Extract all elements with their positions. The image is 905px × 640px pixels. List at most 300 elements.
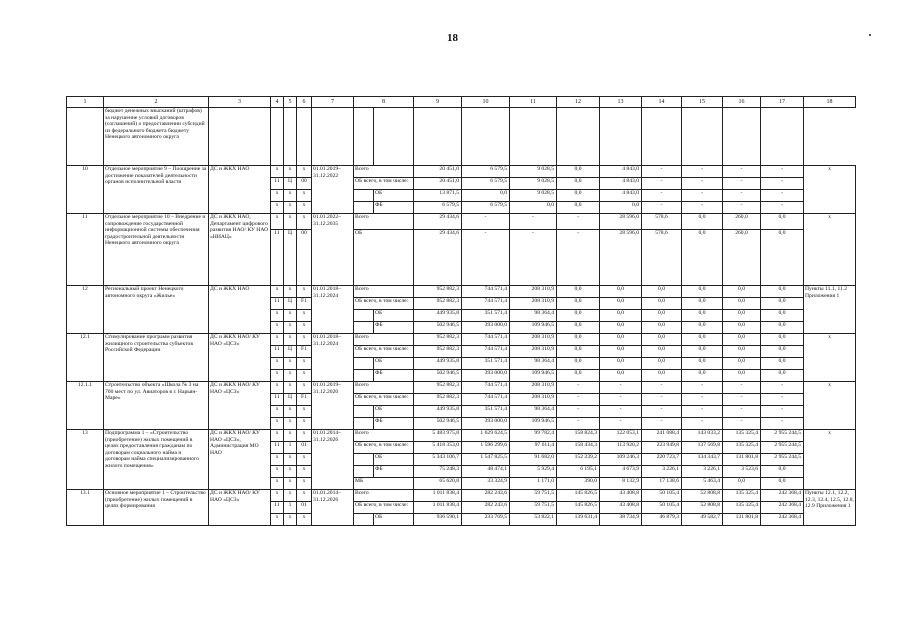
table-cell: 0,0 <box>642 346 682 358</box>
table-cell: Ц <box>284 298 297 310</box>
header-cell: 1 <box>67 97 104 108</box>
table-cell: Пункты 11.1, 11.2 Приложения 1 <box>804 286 856 334</box>
header-cell: 16 <box>723 97 761 108</box>
table-cell: - <box>723 382 761 394</box>
table-cell: 6 579,5 <box>462 202 510 214</box>
table-cell: Ц <box>284 230 297 286</box>
table-cell: 502 946,5 <box>414 418 462 430</box>
table-cell: x <box>297 370 312 382</box>
table-cell: 99 782,4 <box>510 430 557 442</box>
table-cell: Отдельное мероприятие 10 – Внедрение и сопровождение государственной информационной системы обеспечения градостроительной деятельности Ненецкого автономного округа <box>104 214 209 286</box>
table-cell: 5 463,4 <box>682 478 723 490</box>
table-cell: 0,0 <box>682 346 723 358</box>
table-cell: 59 751,5 <box>510 490 557 502</box>
table-cell: 0,0 <box>557 346 600 358</box>
table-cell: - <box>642 178 682 190</box>
table-cell: 0,0 <box>723 322 761 334</box>
table-cell: 4 843,0 <box>600 166 642 178</box>
table-cell: ФБ <box>374 466 414 478</box>
table-cell <box>354 310 374 322</box>
table-cell: 0,0 <box>682 214 723 230</box>
table-cell: ФБ <box>374 202 414 214</box>
table-cell: 260,0 <box>723 214 761 230</box>
table-cell: 0,0 <box>761 310 804 322</box>
table-cell: ОБ всего, в том числе: <box>354 298 414 310</box>
table-cell: 5 929,4 <box>510 466 557 478</box>
table-cell: x <box>297 286 312 298</box>
table-cell: 10 <box>67 166 104 214</box>
header-cell: 18 <box>804 97 856 108</box>
table-cell: Ц <box>284 178 297 190</box>
table-cell: 0,0 <box>723 310 761 322</box>
table-cell: 223 949,8 <box>642 442 682 454</box>
budget-table-sheet <box>66 96 854 616</box>
table-cell: 449 935,8 <box>414 358 462 370</box>
table-cell <box>209 108 271 166</box>
table-cell: - <box>761 418 804 430</box>
table-cell <box>354 466 374 478</box>
table-cell: 98 364,4 <box>510 406 557 418</box>
table-cell <box>761 108 804 166</box>
header-row <box>67 97 856 108</box>
table-cell: ОБ всего, в том числе: <box>354 502 414 514</box>
table-cell: 502 946,5 <box>414 322 462 334</box>
table-cell: 449 935,8 <box>414 310 462 322</box>
table-cell <box>462 108 510 166</box>
table-cell: x <box>271 466 284 478</box>
table-cell: x <box>271 418 284 430</box>
table-cell: 0,0 <box>557 298 600 310</box>
table-cell: x <box>297 214 312 230</box>
table-cell: 1 <box>284 502 297 514</box>
table-cell: x <box>297 310 312 322</box>
table-cell: - <box>761 190 804 202</box>
table-cell: ДС и ЖКХ НАО/ КУ НАО «ЦСЗ» <box>209 490 271 526</box>
table-cell: - <box>682 406 723 418</box>
table-cell: 0,0 <box>642 358 682 370</box>
table-cell: Ц <box>284 346 297 358</box>
table-cell: 109 246,3 <box>600 454 642 466</box>
table-cell: Всего <box>354 166 414 178</box>
table-cell: Всего <box>354 490 414 502</box>
table-cell <box>414 108 462 166</box>
table-cell: 502 946,5 <box>414 370 462 382</box>
table-cell: ОБ <box>374 406 414 418</box>
table-cell: 50 105,4 <box>642 502 682 514</box>
table-cell: 11 <box>271 394 284 406</box>
table-cell: ДС и ЖКХ НАО <box>209 286 271 334</box>
table-cell: 351 571,4 <box>462 358 510 370</box>
table-cell: x <box>284 286 297 298</box>
table-cell: 0,0 <box>462 190 510 202</box>
table-cell: - <box>682 202 723 214</box>
table-cell: 208 310,9 <box>510 298 557 310</box>
table-cell: - <box>682 178 723 190</box>
table-cell: 33 324,9 <box>462 478 510 490</box>
header-cell: 11 <box>510 97 557 108</box>
table-cell <box>354 418 374 430</box>
table-cell: 01.01.2022– 31.12.2035 <box>312 214 354 286</box>
table-cell: 0,0 <box>600 286 642 298</box>
table-cell: Подпрограмма 1 – «Строительство (приобретение) жилых помещений в целях предоставления гражданам по договорам социального найма и договорам найма специализированного жилого помещения» <box>104 430 209 490</box>
table-body <box>67 97 856 526</box>
table-cell: 0,0 <box>723 358 761 370</box>
table-cell: x <box>297 454 312 466</box>
table-cell <box>642 108 682 166</box>
table-cell: 0,0 <box>682 286 723 298</box>
header-cell: 9 <box>414 97 462 108</box>
table-cell: F1 <box>297 298 312 310</box>
table-cell: 0,0 <box>557 310 600 322</box>
table-cell: 3 226,1 <box>682 466 723 478</box>
table-cell: 351 571,4 <box>462 310 510 322</box>
table-cell: - <box>761 394 804 406</box>
table-cell: 0,0 <box>557 334 600 346</box>
table-cell: Всего <box>354 286 414 298</box>
table-cell: x <box>297 190 312 202</box>
table-cell: 0,0 <box>761 466 804 478</box>
table-cell: - <box>557 382 600 394</box>
table-cell: x <box>271 382 284 394</box>
table-cell: 282 243,6 <box>462 502 510 514</box>
table-cell: ОБ <box>374 358 414 370</box>
table-cell: 53 822,1 <box>510 514 557 526</box>
table-cell: 131 801,8 <box>723 454 761 466</box>
table-cell: - <box>642 202 682 214</box>
table-cell: 00 <box>297 230 312 286</box>
table-cell: 0,0 <box>682 230 723 286</box>
table-cell: - <box>557 394 600 406</box>
table-cell: x <box>284 382 297 394</box>
table-cell: 0,0 <box>600 298 642 310</box>
table-cell: 29 434,6 <box>414 214 462 230</box>
table-cell: ОБ всего, в том числе: <box>354 178 414 190</box>
table-cell: - <box>723 418 761 430</box>
header-cell: 13 <box>600 97 642 108</box>
table-cell: F1 <box>297 346 312 358</box>
table-cell: 5 343 106,7 <box>414 454 462 466</box>
table-cell: 13 871,5 <box>414 190 462 202</box>
table-cell: - <box>642 406 682 418</box>
table-cell: 0,0 <box>723 286 761 298</box>
table-cell: - <box>682 190 723 202</box>
table-cell: x <box>297 322 312 334</box>
table-cell: 11 <box>271 502 284 514</box>
table-cell: 0,0 <box>723 298 761 310</box>
table-cell: 2 955 244,5 <box>761 454 804 466</box>
table-cell: 208 310,9 <box>510 334 557 346</box>
table-cell: 936 590,1 <box>414 514 462 526</box>
table-cell: Строительство объекта «Школа № 3 на 700 мест по ул. Авиаторов в г. Нарьян-Маре» <box>104 382 209 430</box>
table-cell: ОБ <box>374 310 414 322</box>
table-cell: 4 843,0 <box>600 190 642 202</box>
table-cell: x <box>284 466 297 478</box>
table-cell: 12.1 <box>67 334 104 382</box>
header-cell: 15 <box>682 97 723 108</box>
table-cell: 131 801,8 <box>723 514 761 526</box>
table-cell: 11 <box>67 214 104 286</box>
table-cell: x <box>297 430 312 442</box>
table-cell: 220 723,7 <box>642 454 682 466</box>
table-cell: - <box>642 166 682 178</box>
table-cell: 952 882,3 <box>414 382 462 394</box>
table-cell: ДС и ЖКХ НАО/ КУ НАО «ЦСЗ», Администрация МО НАО <box>209 430 271 490</box>
table-cell: - <box>557 214 600 230</box>
table-cell: 744 571,4 <box>462 382 510 394</box>
table-row <box>67 334 856 346</box>
table-cell: - <box>557 406 600 418</box>
table-cell: x <box>271 454 284 466</box>
table-cell: 109 946,5 <box>510 322 557 334</box>
table-cell: 0,0 <box>600 346 642 358</box>
table-cell: - <box>557 418 600 430</box>
table-cell: x <box>271 190 284 202</box>
table-cell: x <box>284 478 297 490</box>
table-cell: x <box>297 478 312 490</box>
table-cell <box>67 108 104 166</box>
table-cell: x <box>284 418 297 430</box>
table-cell <box>557 108 600 166</box>
table-cell: 0,0 <box>682 370 723 382</box>
table-cell: 0,0 <box>761 322 804 334</box>
table-cell: x <box>284 334 297 346</box>
table-cell: 109 946,5 <box>510 370 557 382</box>
table-cell: 233 769,5 <box>462 514 510 526</box>
table-cell: ОБ всего, в том числе: <box>354 442 414 454</box>
table-cell: - <box>642 418 682 430</box>
table-cell: 137 569,8 <box>682 442 723 454</box>
table-cell: - <box>510 230 557 286</box>
table-cell: - <box>600 382 642 394</box>
table-cell: x <box>297 334 312 346</box>
table-cell: - <box>642 394 682 406</box>
table-cell: 1 547 825,5 <box>462 454 510 466</box>
table-cell: 0,0 <box>510 202 557 214</box>
table-cell <box>354 370 374 382</box>
table-cell: 113 920,2 <box>600 442 642 454</box>
table-cell <box>297 108 312 166</box>
table-cell: - <box>723 394 761 406</box>
table-cell: 109 946,5 <box>510 418 557 430</box>
table-cell: 2 955 244,5 <box>761 430 804 442</box>
header-cell: 3 <box>209 97 271 108</box>
table-cell <box>600 108 642 166</box>
table-cell: ДС и ЖКХ НАО/ КУ НАО «ЦСЗ» <box>209 382 271 430</box>
table-cell: 0,0 <box>557 166 600 178</box>
table-cell: - <box>723 190 761 202</box>
table-cell: Всего <box>354 334 414 346</box>
table-cell: ДС и ЖКХ НАО/ КУ НАО «ЦСЗ» <box>209 334 271 382</box>
table-cell: 0,0 <box>600 358 642 370</box>
table-cell: x <box>284 490 297 502</box>
table-cell: 01.01.2018– 31.12.2024 <box>312 286 354 334</box>
table-cell: x <box>804 166 856 214</box>
table-cell: x <box>271 370 284 382</box>
table-cell: 1 629 624,5 <box>462 430 510 442</box>
table-cell: - <box>600 394 642 406</box>
table-cell: 952 882,3 <box>414 394 462 406</box>
table-cell: 98 364,4 <box>510 358 557 370</box>
table-cell: x <box>271 514 284 526</box>
table-cell: 1 011 838,4 <box>414 490 462 502</box>
table-cell <box>354 190 374 202</box>
table-cell: 578,6 <box>642 230 682 286</box>
table-cell: x <box>284 190 297 202</box>
table-cell: x <box>271 358 284 370</box>
table-cell: 4 843,0 <box>600 178 642 190</box>
table-cell: 0,0 <box>723 370 761 382</box>
table-cell: 0,0 <box>761 286 804 298</box>
table-cell: x <box>297 490 312 502</box>
table-cell: 52 808,8 <box>682 502 723 514</box>
table-cell: - <box>761 166 804 178</box>
table-cell: x <box>271 286 284 298</box>
table-cell: 242 368,4 <box>761 514 804 526</box>
table-cell: ДС и ЖКХ НАО, Департамент цифрового развития НАО/ КУ НАО «НИАЦ» <box>209 214 271 286</box>
table-cell: x <box>804 430 856 490</box>
table-cell: 135 325,4 <box>723 442 761 454</box>
table-cell: 0,0 <box>642 334 682 346</box>
table-cell: - <box>723 406 761 418</box>
table-cell: 208 310,9 <box>510 286 557 298</box>
table-cell: 1 171,0 <box>510 478 557 490</box>
table-cell: 0,0 <box>642 322 682 334</box>
table-cell: x <box>284 214 297 230</box>
table-cell: 01.01.2019– 31.12.2020 <box>312 382 354 430</box>
table-cell <box>354 454 374 466</box>
table-cell: x <box>284 430 297 442</box>
table-cell: 0,0 <box>600 322 642 334</box>
table-cell: 0,0 <box>642 370 682 382</box>
table-cell: x <box>284 358 297 370</box>
table-cell: x <box>271 214 284 230</box>
table-cell: Основное мероприятие 1 – Строительство (приобретение) жилых помещений в целях формирования <box>104 490 209 526</box>
table-cell: ФБ <box>374 418 414 430</box>
table-cell: 0,0 <box>557 178 600 190</box>
table-cell: x <box>297 514 312 526</box>
table-cell: 952 882,3 <box>414 286 462 298</box>
table-cell: - <box>761 178 804 190</box>
table-cell: 11 <box>271 442 284 454</box>
table-cell <box>354 108 374 166</box>
table-cell: - <box>462 214 510 230</box>
table-cell: 01 <box>297 502 312 514</box>
table-cell: - <box>642 190 682 202</box>
header-cell: 2 <box>104 97 209 108</box>
table-cell: 0,0 <box>682 358 723 370</box>
table-cell: 0,0 <box>761 478 804 490</box>
page-number: 18 <box>447 32 458 44</box>
table-cell: x <box>284 406 297 418</box>
table-cell: 01.01.2018– 31.12.2024 <box>312 334 354 382</box>
table-cell: x <box>297 202 312 214</box>
table-cell: 59 751,5 <box>510 502 557 514</box>
table-cell: 6 195,1 <box>557 466 600 478</box>
table-cell: 00 <box>297 178 312 190</box>
table-cell: x <box>804 334 856 382</box>
table-cell: x <box>284 322 297 334</box>
table-cell: Всего <box>354 214 414 230</box>
table-cell <box>682 108 723 166</box>
table-cell: 11 <box>271 230 284 286</box>
table-cell: Ц <box>284 394 297 406</box>
table-cell: x <box>297 406 312 418</box>
table-cell: 952 882,3 <box>414 346 462 358</box>
table-cell: - <box>682 394 723 406</box>
table-cell <box>354 358 374 370</box>
table-cell: x <box>284 166 297 178</box>
table-cell: бюджет денежных взысканий (штрафов) за нарушение условий договоров (соглашений) о предоставлении субсидий из федерального бюджета бюджету Ненецкого автономного округа <box>104 108 209 166</box>
table-cell: x <box>271 430 284 442</box>
table-cell: 01.01.2019– 31.12.2022 <box>312 166 354 214</box>
table-cell: - <box>761 406 804 418</box>
table-cell: 46 879,3 <box>642 514 682 526</box>
table-cell: x <box>284 514 297 526</box>
table-cell: - <box>682 418 723 430</box>
table-cell: 12.1.1 <box>67 382 104 430</box>
table-cell: 145 826,5 <box>557 502 600 514</box>
table-cell: 393 000,0 <box>462 322 510 334</box>
table-cell <box>510 108 557 166</box>
table-cell: 135 325,4 <box>723 490 761 502</box>
table-cell: 5 483 975,8 <box>414 430 462 442</box>
table-cell: 65 620,8 <box>414 478 462 490</box>
table-cell: 17 138,6 <box>642 478 682 490</box>
table-cell: 11 <box>271 178 284 190</box>
table-cell: 28 596,0 <box>600 214 642 230</box>
table-cell: 260,0 <box>723 230 761 286</box>
table-cell: 158 434,3 <box>557 442 600 454</box>
table-cell: 744 571,4 <box>462 394 510 406</box>
table-cell: 8 132,9 <box>600 478 642 490</box>
table-cell: 744 571,4 <box>462 298 510 310</box>
table-cell: - <box>600 418 642 430</box>
table-cell <box>374 108 414 166</box>
table-cell: 0,0 <box>642 298 682 310</box>
table-cell: 135 325,4 <box>723 430 761 442</box>
table-cell: 449 935,8 <box>414 406 462 418</box>
table-cell: 241 088,4 <box>642 430 682 442</box>
table-cell <box>723 108 761 166</box>
table-cell: 6 579,5 <box>462 178 510 190</box>
table-row <box>67 490 856 502</box>
table-cell: 50 105,4 <box>642 490 682 502</box>
table-cell: 0,0 <box>642 310 682 322</box>
table-cell: МБ <box>354 478 414 490</box>
table-cell: 0,0 <box>761 214 804 230</box>
table-cell: - <box>682 382 723 394</box>
table-cell: 1 <box>284 442 297 454</box>
header-cell: 14 <box>642 97 682 108</box>
table-cell: ОБ <box>354 230 414 286</box>
table-cell: 6 579,5 <box>462 166 510 178</box>
table-cell: ФБ <box>374 322 414 334</box>
table-cell: 4 673,9 <box>600 466 642 478</box>
table-cell: 01 <box>297 442 312 454</box>
table-cell: 9 028,5 <box>510 190 557 202</box>
table-cell: 13.1 <box>67 490 104 526</box>
table-cell: 3 523,6 <box>723 466 761 478</box>
table-cell: 20 451,0 <box>414 178 462 190</box>
header-cell: 5 <box>284 97 297 108</box>
table-cell <box>284 108 297 166</box>
table-cell: 0,0 <box>682 310 723 322</box>
table-cell: x <box>297 466 312 478</box>
table-cell: x <box>297 166 312 178</box>
table-cell: - <box>723 178 761 190</box>
table-cell: 75 248,3 <box>414 466 462 478</box>
table-cell: 0,0 <box>557 370 600 382</box>
